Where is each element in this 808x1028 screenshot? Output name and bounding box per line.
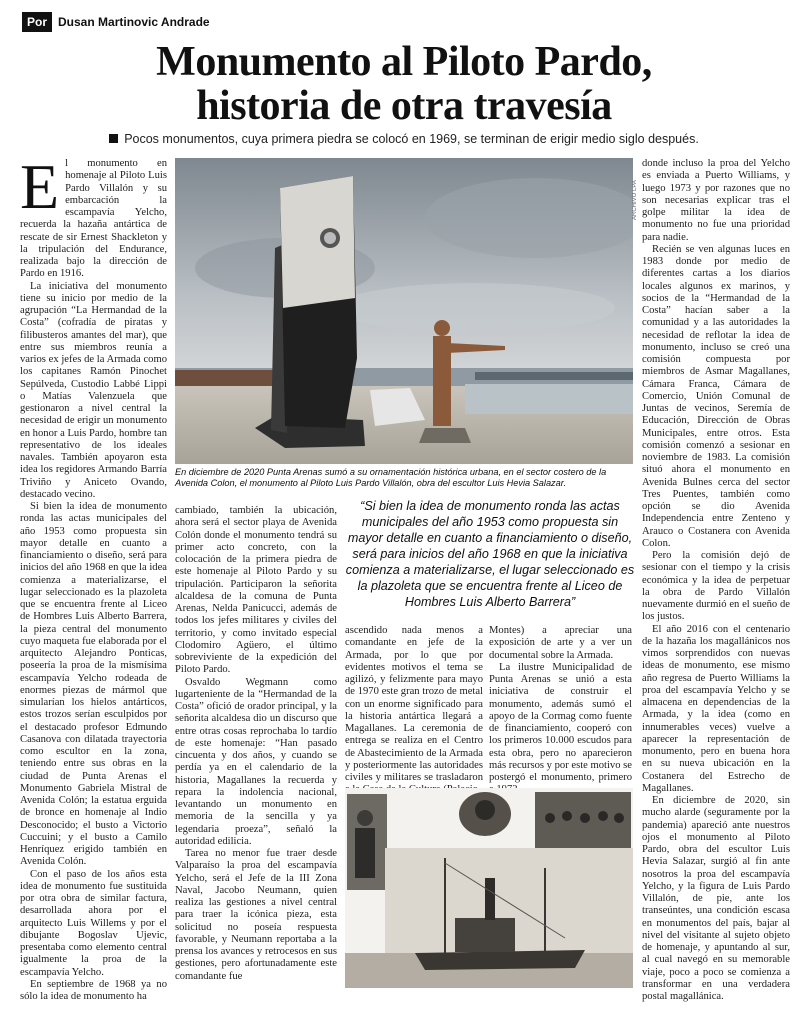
monument-photo-illustration [175,158,633,464]
archival-photo-illustration [345,788,633,988]
paragraph: El año 2016 con el centenario de la hazaña los magallánicos nos vimos sorprendidos con nuevas ideas de monumento, ese mismo año regresa de Puerto Williams la proa del escampavía Yelcho y se almacena en dependencias de la Armada, y la idea (como en innumerables veces) vuelve a aparecer la representación de monumento, pero en buena hora en su nueva ubicación en la Costanera del Estrecho de Magallanes. [642,623,790,794]
headline-line-1: Monumento al Piloto Pardo, [156,39,652,85]
article-column-3 [345,625,483,797]
paragraph: La ilustre Municipalidad de Punta Arenas se unió a esta iniciativa de construir el monumento, además sumó el apoyo de la Cormag como fuente de financiamiento, cooperó con los primeros 10.000 escudos para esta obra, pero no aparecieron más recursos y por este motivo se postergó el monumento, primero [489,661,632,783]
subheadline [0,132,808,146]
paragraph: Con el paso de los años esta idea de monumento fue sustituida por otra obra de similar factura, desarrollada ahora por el arquitecto Luis Willems y por el dibujante Bogoslav Ujevic, presentaba como elemento central igualmente la proa de la escampavía Yelcho. [20,868,167,978]
paragraph: l monumento en homenaje al Piloto Luis Pardo Villalón y su embarcación la escampavía Yelcho, recuerda la hazaña antártica de rescate de sir Ernest Shackleton y la tripulación del Endurance, realizada bajo la dirección de Pardo en 1916. [20,158,167,280]
paragraph: Pero la comisión dejó de sesionar con el tiempo y la crisis económica y la idea de perpetuar la obra de Pardo Villalón nuevamente durmió en el sueño de los justos. [642,550,790,623]
author-name: Dusan Martinovic Andrade [58,15,210,29]
byline [22,12,210,32]
paragraph: Recién se ven algunas luces en 1983 donde por medio de diferentes cartas a los diarios locales algunos ex marinos, y socios de la “Hermandad de la Costa” hacían saber a la comunidad y a las autoridades la necesidad de reflotar la idea de monumento, incluso se creó una comisión compuesta por miembros de Asmar Magallanes, Cámara Franca, Cámara de Comercio, Unión Comunal de Juntas de vecinos, Seremía de Educación, Dirección de Obras Municipales, entre otros. Esta comisión comenzó a sesionar en noviembre de 1983. La comisión situó ahora el monumento en Avenida Bulnes cerca del sector Tres Puentes, también como opción se dio Avenida Independencia entre Zenteno y Arauco o Costanera con Avenida Colon. [642,243,790,549]
drop-cap: E [20,151,60,222]
paragraph: cambiado, también la ubicación, ahora será el sector playa de Avenida Colón donde el monumento tendrá su primer acto concreto, con la colocación de la primera piedra de este homenaje al Piloto Pardo y su tripulación. Participaron la señorita alcaldesa de la comuna de Punta Arenas, Nelda Panicucci, además de todos los jefes militares y civiles del territorio, y como invitado especial Clodomiro Agüero, el último sobreviviente de la expedición del Piloto Pardo. [175,505,337,676]
article-column-1 [20,151,167,1003]
headline-line-2: historia de otra travesía [196,83,612,129]
paragraph: donde incluso la proa del Yelcho es enviada a Puerto Williams, y luego 1973 y por razones que no son necesarias explicar tras el golpe militar la idea de monumento no fue una prioridad para nadie. [642,158,790,243]
paragraph: ascendido nada menos a comandante en jefe de la Armada, por lo que por evidentes motivos el tema se agilizó, y felizmente para mayo de 1970 este gran trozo de metal con un enorme significado para la historia antártica llegará a Magallanes. La ceremonia de entrega se realiza en el Centro de Abastecimiento de la Armada y posteriormente las autoridades civiles y militares se trasladaron [345,625,483,783]
paragraph: Montes) a apreciar una exposición de arte y a ver un documental sobre la Armada. [489,625,632,661]
archival-photo-collage [345,788,633,988]
paragraph: En diciembre de 2020, sin mucho alarde (seguramente por la pandemia) apareció ante nuestros ojos el monumento al Piloto Pardo, obra del escultor Luis Hevia Salazar, surgió al fin ante nosotros la proa del escampavía Yelcho, y la figura de Luis Pardo Villalón, de pie, ante los transeúntes, una condición escasa en monumentos del país, bajar al nivel del visitante al sujeto objeto de homenaje, y apuntando al sur, al cual navegó en su memorable viaje, poco a poco se comienza a transformar en una verdadera postal magallánica. [642,795,790,1002]
subheadline-text: Pocos monumentos, cuya primera piedra se colocó en 1969, se terminan de erigir medio siglo después. [124,132,699,146]
pull-quote: “Si bien la idea de monumento ronda las actas municipales del año 1953 como propuesta sin mayor detalle en cuanto a financiamiento o diseño, será para inicios del año 1968 en que la iniciativa comienza a materializarse, el lugar seleccionado es la plazoleta que se encuentra frente al Liceo de Hombres Luis Alberto Barrera” [345,499,635,609]
square-bullet-icon [109,134,118,143]
monument-photo [175,158,633,464]
article-column-5 [642,158,790,1003]
paragraph: La iniciativa del monumento tiene su inicio por medio de la agrupación “La Hermandad de la Costa” (cofradía de piratas y filibusteros amantes del mar), que entre sus miembros reunía a varios ex jefes de la Armada como los capitanes Ramón Pinochet Sepúlveda, Custodio Labbé Lippi o Matías Valenzuela que gestionaron a nivel central la necesidad de erigir un monumento en honor a Luis Pardo, hombre tan representativo de los ideales navales. También apoyaron esta idea los regidores Armando Barría Triviño y Aniceto Ovando, destacado vecino. [20,280,167,500]
photo-credit: ARCHIVO LPA [632,180,638,220]
byline-label: Por [22,12,52,32]
paragraph: En septiembre de 1968 ya no sólo la idea de monumento ha [20,978,167,1002]
paragraph: Tarea no menor fue traer desde Valparaíso la proa del escampavía Yelcho, será el Jefe de la III Zona Naval, Jacobo Neumann, quien realiza las gestiones a nivel central para traer la icónica pieza, esta solicitud no poseía respuesta favorable, y Neumann reportaba a la prensa los avances y retrocesos en sus gestiones, pero afortunadamente este comandante fue [175,848,337,982]
article-column-4 [489,625,632,797]
paragraph: Osvaldo Wegmann como lugarteniente de la “Hermandad de la Costa” ofició de orador principal, y la señorita alcaldesa dio un discurso que entre otras cosas reprochaba lo tardío de este homenaje: “Han pasado cincuenta y dos años, y cuando se perdía ya en el calendario de la historia, Magallanes la recuerda y repara la indolencia nacional, levantando un monumento en memoria de la sencilla y ya legendaria proeza”, señaló la autoridad edilicia. [175,676,337,847]
headline [0,40,808,128]
paragraph: Si bien la idea de monumento ronda las actas municipales del año 1953 como propuesta sin mayor detalle en cuanto a financiamiento o diseño, será para inicios del año 1968 en que la idea comienza a materializarse, el lugar seleccionado es la plazoleta que se encuentra frente al Liceo de Hombres Luis Alberto Barrera, la pieza central del monumento cuyo maqueta fue elaborada por el arquitecto Alejandro Ponticas, poseería la proa de la mismísima escampavía Yelcho rodeada de enormes piezas de mármol que simularían los hielos antárticos, estos trozos serían esculpidos por el destacado profesor Edmundo Casanova con dilatada trayectoria como escultor en la zona, teniendo entre sus obras en la ciudad de Punta Arenas el Monumento Gabriela Mistral de Avenida Colón; la estatua erguida de bronce en homenaje al Indio Desconocido; el busto a Victorio Cuccuini; y el busto a Camilo Henríquez erigido también en Avenida Colón. [20,501,167,868]
photo-caption: En diciembre de 2020 Punta Arenas sumó a su ornamentación histórica urbana, en el sector costero de la Avenida Colon, el monumento al Piloto Luis Pardo Villalón, obra del escultor Luis Hevia Salazar. [175,467,607,488]
article-column-2 [175,505,337,983]
